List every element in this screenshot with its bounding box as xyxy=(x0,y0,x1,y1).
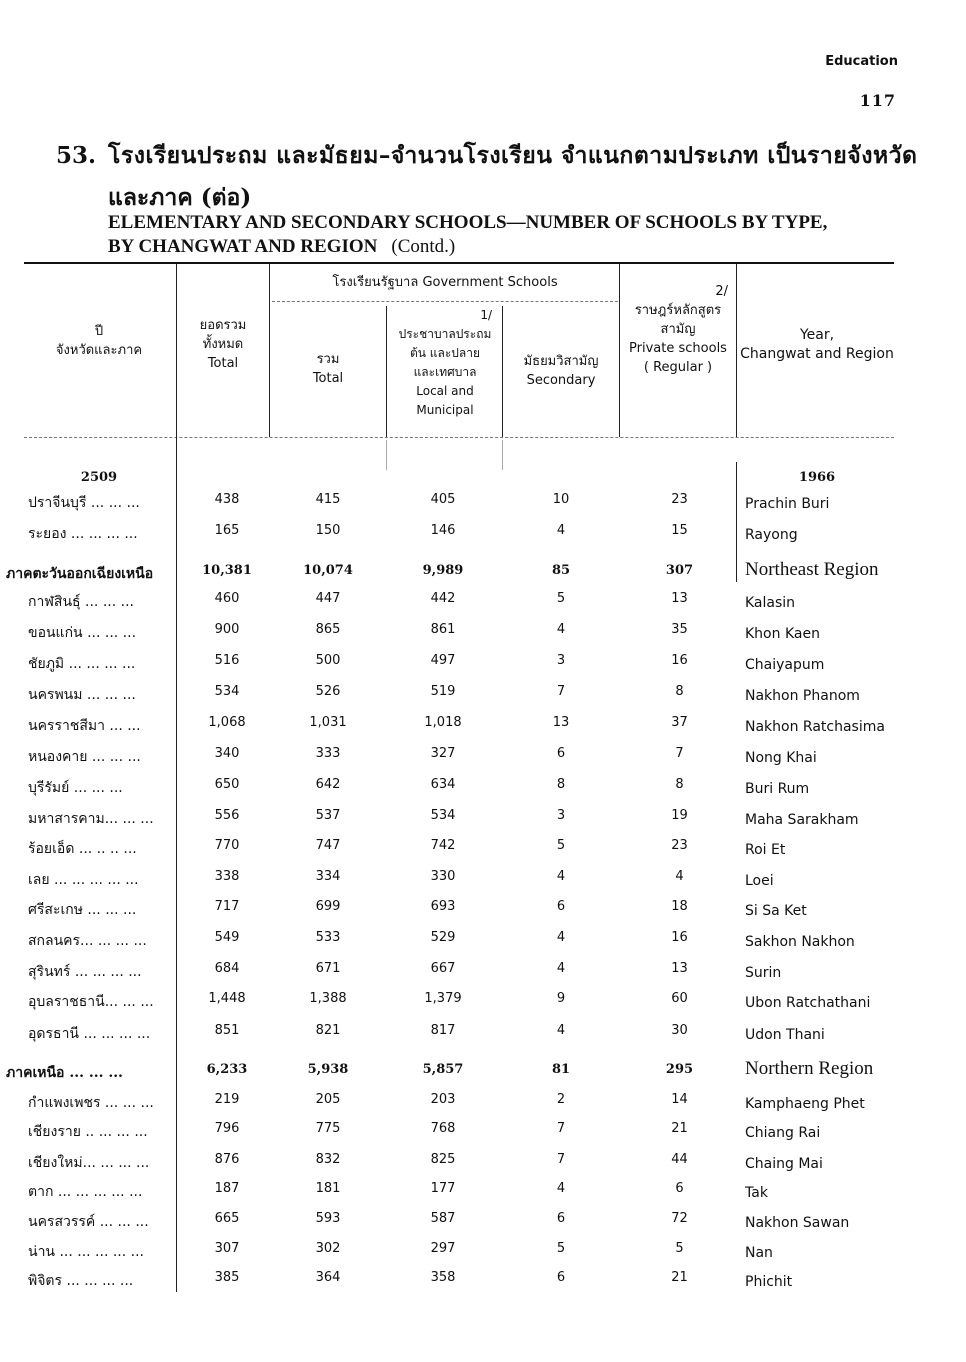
header-year-en: Year, xyxy=(799,327,835,343)
cell-private: 18 xyxy=(671,899,688,914)
cell-total: 665 xyxy=(214,1211,240,1226)
table-row xyxy=(0,1152,966,1180)
cell-secondary: 4 xyxy=(556,961,566,976)
header-total-th: ยอดรวม ทั้งหมด xyxy=(199,318,247,352)
changwat-thai: สกลนคร... ... ... ... xyxy=(28,933,147,949)
cell-secondary: 7 xyxy=(556,684,566,699)
changwat-thai: มหาสารคาม... ... ... xyxy=(28,811,154,827)
cell-private: 8 xyxy=(675,777,684,792)
table-row xyxy=(0,1211,966,1239)
table-row xyxy=(0,1241,966,1269)
changwat-english: Tak xyxy=(745,1185,768,1201)
header-year-th: ปี xyxy=(94,324,104,339)
year-english: 1966 xyxy=(798,470,836,485)
cell-gov-total: 205 xyxy=(315,1092,341,1107)
cell-local-municipal: 742 xyxy=(430,838,456,853)
cell-gov-total: 865 xyxy=(315,622,341,637)
cell-local-municipal: 405 xyxy=(430,492,456,507)
cell-gov-total: 5,938 xyxy=(307,1062,349,1077)
cell-local-municipal: 9,989 xyxy=(422,563,464,578)
changwat-english: Udon Thani xyxy=(745,1027,825,1043)
cell-local-municipal: 497 xyxy=(430,653,456,668)
page-number: 117 xyxy=(859,91,896,110)
cell-total: 650 xyxy=(214,777,240,792)
changwat-thai: เลย ... ... ... ... ... xyxy=(28,872,139,888)
table-row xyxy=(0,622,966,650)
cell-local-municipal: 634 xyxy=(430,777,456,792)
cell-gov-total: 364 xyxy=(315,1270,341,1285)
cell-gov-total: 1,031 xyxy=(309,715,347,730)
changwat-english: Sakhon Nakhon xyxy=(745,934,855,950)
cell-total: 796 xyxy=(214,1121,240,1136)
table-row xyxy=(0,591,966,619)
changwat-english: Nakhon Ratchasima xyxy=(745,719,885,735)
cell-total: 219 xyxy=(214,1092,240,1107)
cell-total: 460 xyxy=(214,591,240,606)
title-thai-line1: โรงเรียนประถม และมัธยม–จำนวนโรงเรียน จำแนกตามประเภท เป็นรายจังหวัด xyxy=(108,142,918,169)
cell-gov-total: 334 xyxy=(315,869,341,884)
cell-private: 72 xyxy=(671,1211,688,1226)
changwat-english: Chaiyapum xyxy=(745,657,825,673)
changwat-english: Maha Sarakham xyxy=(745,812,859,828)
changwat-english: Chiang Rai xyxy=(745,1125,821,1141)
col-divider-3-body xyxy=(386,440,387,470)
cell-gov-total: 150 xyxy=(315,523,341,538)
changwat-thai: หนองคาย ... ... ... xyxy=(28,749,141,765)
changwat-thai: ระยอง ... ... ... ... xyxy=(28,526,138,542)
changwat-thai: กาฬสินธุ์ ... ... ... xyxy=(28,594,134,610)
changwat-english: Northern Region xyxy=(745,1058,874,1079)
cell-private: 13 xyxy=(671,961,688,976)
changwat-english: Rayong xyxy=(745,527,798,543)
cell-gov-total: 832 xyxy=(315,1152,341,1167)
cell-total: 717 xyxy=(214,899,240,914)
cell-private: 35 xyxy=(671,622,688,637)
cell-private: 307 xyxy=(665,563,694,578)
header-priv-en1: Private schools xyxy=(629,341,727,356)
cell-gov-total: 747 xyxy=(315,838,341,853)
cell-secondary: 81 xyxy=(551,1062,571,1077)
changwat-thai: อุดรธานี ... ... ... ... xyxy=(28,1026,151,1042)
changwat-english: Northeast Region xyxy=(745,559,879,580)
cell-secondary: 5 xyxy=(556,1241,566,1256)
changwat-english: Buri Rum xyxy=(745,781,810,797)
cell-secondary: 6 xyxy=(556,1211,566,1226)
header-gov-schools: โรงเรียนรัฐบาล Government Schools xyxy=(332,275,558,290)
cell-private: 4 xyxy=(675,869,684,884)
title-contd: (Contd.) xyxy=(391,236,456,257)
cell-private: 21 xyxy=(671,1121,688,1136)
table-row xyxy=(0,838,966,866)
cell-local-municipal: 529 xyxy=(430,930,456,945)
gov-group-rule xyxy=(272,301,618,302)
cell-total: 307 xyxy=(214,1241,240,1256)
cell-local-municipal: 1,379 xyxy=(424,991,462,1006)
cell-gov-total: 642 xyxy=(315,777,341,792)
header-gov-total xyxy=(272,350,384,388)
changwat-thai: นครราชสีมา ... ... xyxy=(28,718,141,734)
cell-gov-total: 500 xyxy=(315,653,341,668)
cell-secondary: 2 xyxy=(556,1092,566,1107)
changwat-thai: ร้อยเอ็ด ... .. .. ... xyxy=(28,841,137,857)
table-row xyxy=(0,523,966,551)
header-sec-th: มัธยมวิสามัญ xyxy=(523,354,599,369)
table-row xyxy=(0,777,966,805)
cell-total: 6,233 xyxy=(206,1062,248,1077)
header-changwat-en: Changwat and Region xyxy=(740,346,894,362)
cell-secondary: 7 xyxy=(556,1152,566,1167)
changwat-thai: ภาคเหนือ ... ... ... xyxy=(6,1065,123,1081)
table-row xyxy=(0,1181,966,1209)
cell-private: 295 xyxy=(665,1062,694,1077)
header-local-th1: ประชาบาลประถม xyxy=(398,327,492,341)
changwat-english: Loei xyxy=(745,873,774,889)
cell-secondary: 4 xyxy=(556,622,566,637)
changwat-english: Phichit xyxy=(745,1274,793,1290)
cell-gov-total: 699 xyxy=(315,899,341,914)
header-sec-en: Secondary xyxy=(526,373,596,388)
cell-secondary: 3 xyxy=(556,653,566,668)
cell-total: 340 xyxy=(214,746,240,761)
header-bottom-rule xyxy=(24,437,894,438)
changwat-english: Roi Et xyxy=(745,842,786,858)
cell-private: 23 xyxy=(671,838,688,853)
cell-gov-total: 447 xyxy=(315,591,341,606)
table-row xyxy=(0,1092,966,1120)
cell-gov-total: 181 xyxy=(315,1181,341,1196)
title-english-line1: ELEMENTARY AND SECONDARY SCHOOLS—NUMBER OF SCHOOLS BY TYPE, xyxy=(108,212,828,233)
cell-secondary: 13 xyxy=(552,715,570,730)
cell-local-municipal: 817 xyxy=(430,1023,456,1038)
table-row xyxy=(0,492,966,520)
changwat-english: Nakhon Phanom xyxy=(745,688,860,704)
cell-local-municipal: 768 xyxy=(430,1121,456,1136)
cell-secondary: 4 xyxy=(556,869,566,884)
cell-total: 1,448 xyxy=(208,991,246,1006)
table-row xyxy=(0,991,966,1019)
changwat-english: Khon Kaen xyxy=(745,626,820,642)
region-row xyxy=(0,1058,966,1090)
cell-local-municipal: 442 xyxy=(430,591,456,606)
changwat-thai: น่าน ... ... ... ... ... xyxy=(28,1244,145,1260)
header-total-en: Total xyxy=(207,356,239,371)
col-divider-4-body xyxy=(502,440,503,470)
table-row xyxy=(0,869,966,897)
cell-local-municipal: 177 xyxy=(430,1181,456,1196)
cell-total: 187 xyxy=(214,1181,240,1196)
title-english-line2 xyxy=(108,236,455,258)
changwat-english: Nong Khai xyxy=(745,750,817,766)
cell-secondary: 4 xyxy=(556,1023,566,1038)
cell-private: 19 xyxy=(671,808,688,823)
cell-secondary: 7 xyxy=(556,1121,566,1136)
cell-secondary: 4 xyxy=(556,930,566,945)
cell-private: 23 xyxy=(671,492,688,507)
header-gov-total-th: รวม xyxy=(316,352,340,367)
cell-private: 16 xyxy=(671,653,688,668)
cell-gov-total: 775 xyxy=(315,1121,341,1136)
header-year-changwat-en xyxy=(738,326,896,364)
changwat-thai: พิจิตร ... ... ... ... xyxy=(28,1273,134,1289)
cell-total: 338 xyxy=(214,869,240,884)
cell-secondary: 10 xyxy=(552,492,570,507)
cell-local-municipal: 667 xyxy=(430,961,456,976)
year-thai: 2509 xyxy=(80,470,118,485)
cell-total: 516 xyxy=(214,653,240,668)
section-label: Education xyxy=(825,54,898,69)
table-row xyxy=(0,1023,966,1051)
cell-local-municipal: 5,857 xyxy=(422,1062,464,1077)
cell-total: 1,068 xyxy=(208,715,246,730)
cell-local-municipal: 693 xyxy=(430,899,456,914)
changwat-thai: ปราจีนบุรี ... ... ... xyxy=(28,495,140,511)
header-changwat-th: จังหวัดและภาค xyxy=(55,343,143,358)
cell-gov-total: 333 xyxy=(315,746,341,761)
changwat-thai: ขอนแก่น ... ... ... xyxy=(28,625,137,641)
table-number: 53. xyxy=(56,142,97,169)
changwat-english: Nakhon Sawan xyxy=(745,1215,850,1231)
cell-private: 16 xyxy=(671,930,688,945)
cell-local-municipal: 1,018 xyxy=(424,715,462,730)
cell-gov-total: 526 xyxy=(315,684,341,699)
cell-local-municipal: 358 xyxy=(430,1270,456,1285)
col-divider-6 xyxy=(736,264,737,437)
cell-private: 44 xyxy=(671,1152,688,1167)
changwat-english: Ubon Ratchathani xyxy=(745,995,871,1011)
footnote-1: 1/ xyxy=(480,308,492,322)
cell-private: 6 xyxy=(675,1181,684,1196)
cell-local-municipal: 825 xyxy=(430,1152,456,1167)
cell-private: 5 xyxy=(675,1241,684,1256)
cell-local-municipal: 534 xyxy=(430,808,456,823)
cell-private: 30 xyxy=(671,1023,688,1038)
cell-total: 876 xyxy=(214,1152,240,1167)
header-gov-group xyxy=(272,273,618,292)
title-thai-line2: และภาค (ต่อ) xyxy=(108,184,252,211)
cell-secondary: 6 xyxy=(556,1270,566,1285)
header-local-municipal xyxy=(388,306,502,420)
cell-local-municipal: 519 xyxy=(430,684,456,699)
header-private xyxy=(620,282,736,377)
cell-gov-total: 415 xyxy=(315,492,341,507)
cell-private: 8 xyxy=(675,684,684,699)
table-row xyxy=(0,1121,966,1149)
table-row xyxy=(0,930,966,958)
region-row xyxy=(0,559,966,591)
changwat-thai: บุรีรัมย์ ... ... ... xyxy=(28,780,123,796)
cell-secondary: 6 xyxy=(556,746,566,761)
cell-local-municipal: 297 xyxy=(430,1241,456,1256)
cell-gov-total: 821 xyxy=(315,1023,341,1038)
changwat-thai: ศรีสะเกษ ... ... ... xyxy=(28,902,137,918)
changwat-thai: นครพนม ... ... ... xyxy=(28,687,136,703)
cell-secondary: 6 xyxy=(556,899,566,914)
cell-gov-total: 537 xyxy=(315,808,341,823)
cell-total: 10,381 xyxy=(202,563,252,578)
changwat-english: Surin xyxy=(745,965,782,981)
header-local-th2: ต้น และปลาย xyxy=(409,346,481,360)
cell-local-municipal: 861 xyxy=(430,622,456,637)
cell-gov-total: 671 xyxy=(315,961,341,976)
cell-secondary: 4 xyxy=(556,1181,566,1196)
header-local-en2: Municipal xyxy=(416,403,474,417)
cell-total: 385 xyxy=(214,1270,240,1285)
cell-gov-total: 593 xyxy=(315,1211,341,1226)
table-row xyxy=(0,961,966,989)
changwat-thai: สุรินทร์ ... ... ... ... xyxy=(28,964,142,980)
table-row xyxy=(0,746,966,774)
header-priv-en2: ( Regular ) xyxy=(643,360,713,375)
table-row xyxy=(0,808,966,836)
header-local-th3: และเทศบาล xyxy=(413,365,477,379)
cell-total: 770 xyxy=(214,838,240,853)
changwat-english: Nan xyxy=(745,1245,773,1261)
changwat-thai: อุบลราชธานี... ... ... xyxy=(28,994,154,1010)
cell-secondary: 85 xyxy=(551,563,571,578)
cell-gov-total: 302 xyxy=(315,1241,341,1256)
cell-secondary: 4 xyxy=(556,523,566,538)
col-divider-3 xyxy=(386,306,387,437)
cell-total: 549 xyxy=(214,930,240,945)
changwat-thai: ตาก ... ... ... ... ... xyxy=(28,1184,143,1200)
cell-private: 13 xyxy=(671,591,688,606)
table-top-rule xyxy=(24,262,894,264)
footnote-2: 2/ xyxy=(715,284,728,299)
changwat-english: Chaing Mai xyxy=(745,1156,823,1172)
cell-private: 7 xyxy=(675,746,684,761)
cell-secondary: 5 xyxy=(556,591,566,606)
table-row xyxy=(0,899,966,927)
cell-local-municipal: 327 xyxy=(430,746,456,761)
table-row xyxy=(0,1270,966,1298)
cell-private: 37 xyxy=(671,715,688,730)
changwat-english: Prachin Buri xyxy=(745,496,830,512)
cell-total: 851 xyxy=(214,1023,240,1038)
cell-local-municipal: 587 xyxy=(430,1211,456,1226)
cell-private: 15 xyxy=(671,523,688,538)
cell-secondary: 9 xyxy=(556,991,566,1006)
cell-gov-total: 1,388 xyxy=(309,991,347,1006)
header-gov-total-en: Total xyxy=(312,371,344,386)
header-year-changwat-thai xyxy=(24,322,174,360)
changwat-english: Kamphaeng Phet xyxy=(745,1096,865,1112)
changwat-thai: เชียงราย .. ... ... ... xyxy=(28,1124,148,1140)
table-row xyxy=(0,653,966,681)
cell-local-municipal: 146 xyxy=(430,523,456,538)
col-divider-2 xyxy=(269,264,270,437)
table-row xyxy=(0,684,966,712)
cell-total: 534 xyxy=(214,684,240,699)
header-secondary xyxy=(503,352,619,390)
cell-total: 438 xyxy=(214,492,240,507)
cell-secondary: 8 xyxy=(556,777,566,792)
cell-total: 684 xyxy=(214,961,240,976)
changwat-thai: เชียงใหม่... ... ... ... xyxy=(28,1155,150,1171)
header-priv-th2: สามัญ xyxy=(660,322,696,337)
cell-local-municipal: 203 xyxy=(430,1092,456,1107)
changwat-thai: ภาคตะวันออกเฉียงเหนือ xyxy=(6,566,154,582)
header-local-en1: Local and xyxy=(416,384,474,398)
title-english-text: BY CHANGWAT AND REGION xyxy=(108,236,378,257)
changwat-thai: กำแพงเพชร ... ... ... xyxy=(28,1095,154,1111)
cell-total: 900 xyxy=(214,622,240,637)
cell-private: 14 xyxy=(671,1092,688,1107)
cell-total: 165 xyxy=(214,523,240,538)
cell-private: 60 xyxy=(671,991,688,1006)
cell-gov-total: 10,074 xyxy=(303,563,353,578)
cell-total: 556 xyxy=(214,808,240,823)
cell-private: 21 xyxy=(671,1270,688,1285)
cell-local-municipal: 330 xyxy=(430,869,456,884)
header-grand-total xyxy=(178,316,268,373)
cell-gov-total: 533 xyxy=(315,930,341,945)
table-row xyxy=(0,715,966,743)
changwat-thai: นครสวรรค์ ... ... ... xyxy=(28,1214,149,1230)
changwat-thai: ชัยภูมิ ... ... ... ... xyxy=(28,656,136,672)
changwat-english: Kalasin xyxy=(745,595,796,611)
header-priv-th1: ราษฎร์หลักสูตร xyxy=(634,303,722,318)
changwat-english: Si Sa Ket xyxy=(745,903,807,919)
cell-secondary: 5 xyxy=(556,838,566,853)
cell-secondary: 3 xyxy=(556,808,566,823)
